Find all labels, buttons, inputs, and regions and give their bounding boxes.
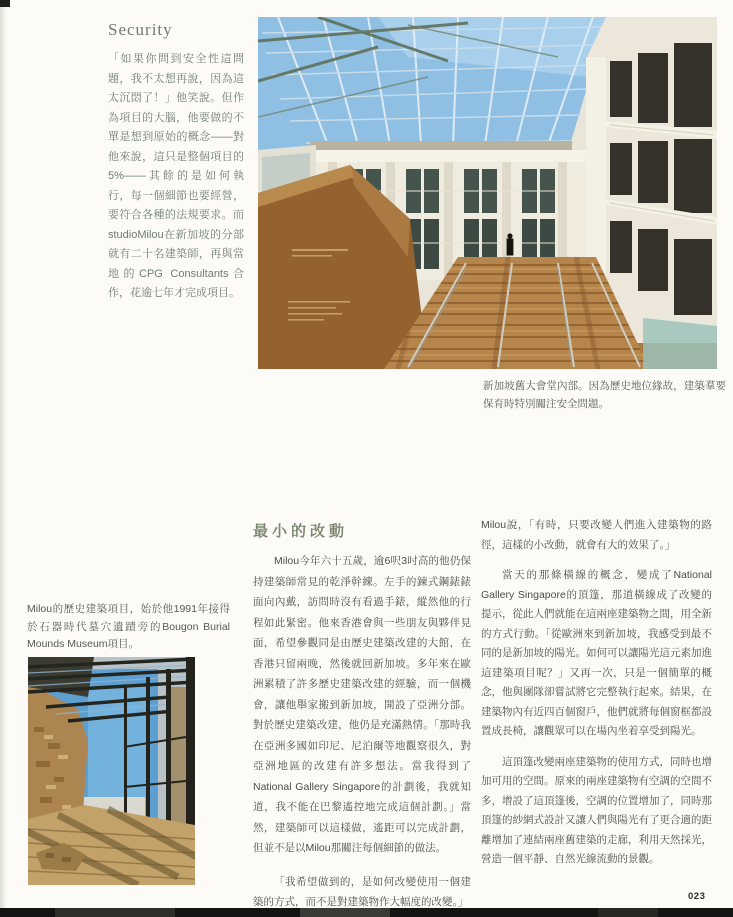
article-paragraph: Milou說，「有時，只要改變人們進入建築物的路徑，這樣的小改動，就會有大的效果了。」 <box>481 519 712 551</box>
page-edge-shadow <box>0 0 7 917</box>
security-section <box>108 20 244 304</box>
atrium-photo <box>258 17 717 369</box>
article-column-left <box>253 551 471 913</box>
security-heading: Security <box>108 20 173 39</box>
scan-bar-segment <box>598 908 658 917</box>
person-silhouette <box>507 233 514 255</box>
scan-bar-segment <box>55 908 175 917</box>
side-photo-caption: Milou的歷史建築項目，始於他1991年接得於石器時代墓穴遺蹟旁的Bougon Burial Mounds Museum項目。 <box>27 603 230 650</box>
article-paragraph: Milou今年六十五歲，逾6呎3吋高的他仍保持建築師常見的乾淨幹練。左手的鍊式鋼錶錶面向內戴，訪問時沒有看過手錶，縱然他的行程如此緊密。他來香港會與一些朋友與夥伴見面，希望參觀同是由歷史建築改建的大館，在香港只留兩晚，然後就回新加坡。多年來在歐洲累積了許多歷史建築改建的經驗，而一個機會，讓他舉家搬到新加坡，開設了亞洲分部。對於歷史建築改建，他仍是充滿熱情。「那時我在亞洲多國如印尼、尼泊爾等地觀察很久，對亞洲地區的改建有許多想法。當我得到了National Gallery Singapore的計劃後，我就知道，我不能在巴黎遙控地完成這個計劃。」當然，建築師可以這樣做，遙距可以完成計劃，但並不是以Milou那關注每個細節的做法。 <box>253 555 471 854</box>
main-photo-caption: 新加坡舊大會堂內部。因為歷史地位緣故，建築羣要保育時特別關注安全問題。 <box>483 380 726 410</box>
scan-bottom-bar <box>0 908 733 917</box>
article-paragraph: 這頂篷改變兩座建築物的使用方式，同時也增加可用的空間。原來的兩座建築物有空調的空間不多，增設了這頂篷後，空調的位置增加了，同時那頂篷的紗網式設計又讓人們與陽光有了更合適的距離增加了連結兩座舊建築的走廊，利用天然採光，營造一個平靜、自然光線流動的景觀。 <box>481 755 712 865</box>
article-paragraph: 「我希望做到的，是如何改變使用一個建築的方式，而不是對建築物作大幅度的改變。」 <box>253 875 471 908</box>
scan-bar-segment <box>300 908 390 917</box>
article-column-right <box>481 516 712 870</box>
scan-corner-mark <box>0 0 10 7</box>
page-number: 023 <box>688 891 706 902</box>
bougon-museum-photo <box>28 657 195 885</box>
bougon-photo-graphic <box>28 657 195 885</box>
security-paragraph: 「如果你問到安全性這問題，我不太想再說，因為這太沉悶了！」他笑說。但作為項目的大腦，他要做的不單是想到原始的概念——對他來說，這只是整個項目的5%——其餘的是如何執行，每一個細節也要經營，要符合各種的法規要求。而studioMilou在新加坡的分部就有二十名建築師，再與當地的CPG Consultants合作，花逾七年才完成項目。 <box>108 53 244 299</box>
atrium-photo-graphic <box>258 17 717 369</box>
article-paragraph: 當天的那條橫線的概念，變成了National Gallery Singapore的頂篷，那道橫線成了改變的提示，從此人們就能在這兩座建築物之間，用全新的方式行動。「從歐洲來到新加坡，我感受到最不同的是新加坡的陽光。如何可以讓陽光這元素加進這建築項目呢？」又再一次，只是一個簡單的概念，他與團隊卻嘗試將它完整執行起來。結果，在建築物內有近四百個窗戶，他們就將每個窗框都設置成長椅，讓觀眾可以在場內坐着享受到陽光。 <box>481 569 712 737</box>
article-heading: 最小的改動 <box>253 523 349 540</box>
